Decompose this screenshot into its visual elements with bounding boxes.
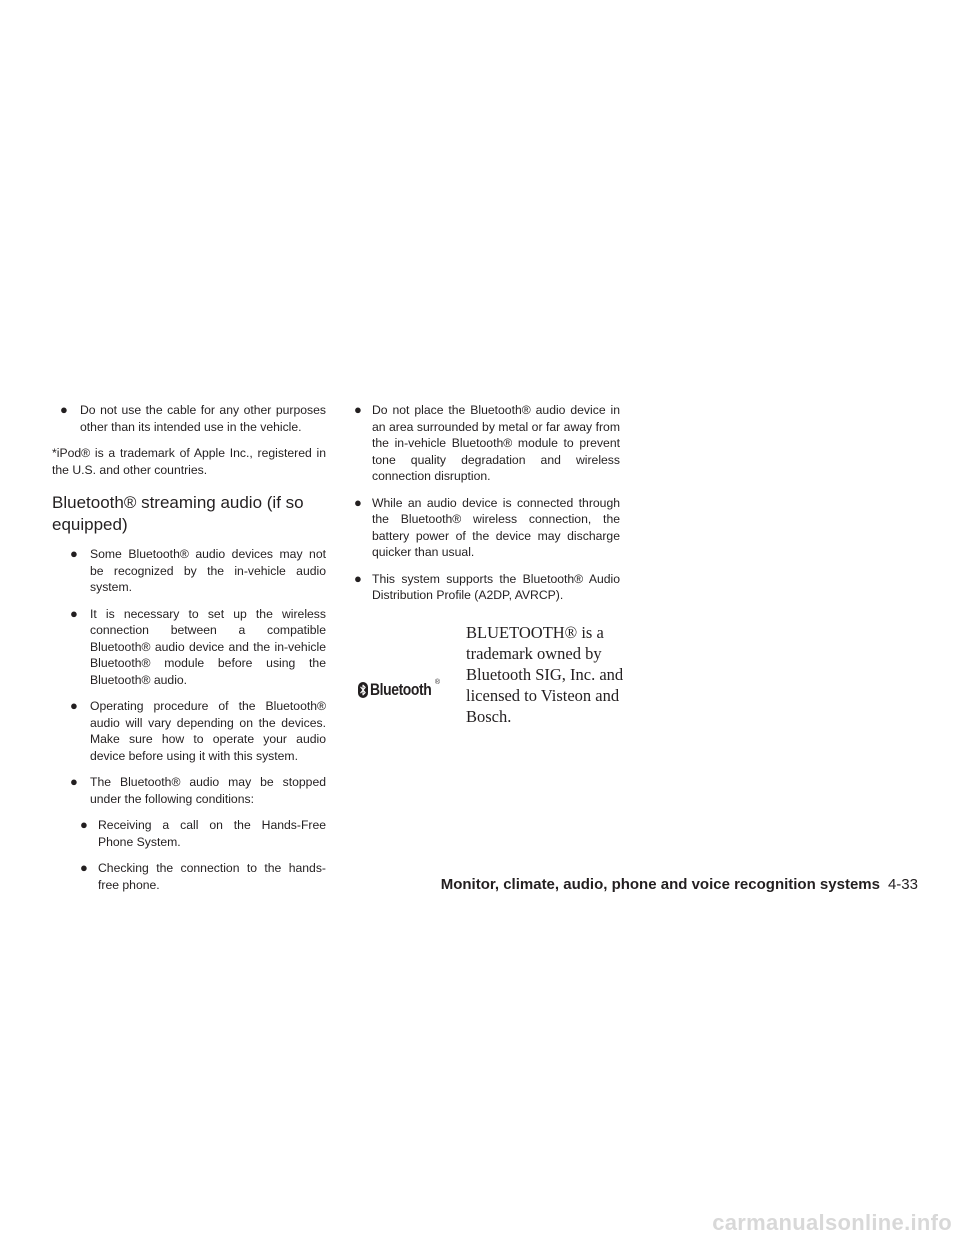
list-item <box>52 698 326 764</box>
list-item <box>354 571 620 604</box>
bluetooth-trademark-block <box>354 622 624 752</box>
registered-mark: ® <box>434 679 440 686</box>
bullet-icon: ● <box>60 402 68 417</box>
list-item <box>354 495 620 561</box>
bullet-text: Do not use the cable for any other purposes other than its intended use in the vehicle. <box>80 403 326 434</box>
bullet-text: While an audio device is connected through the Bluetooth® wireless connection, the battery power of the device may discharge quicker than usual. <box>372 495 620 559</box>
list-item <box>52 546 326 596</box>
bullet-icon: ● <box>80 860 88 875</box>
sub-list-item <box>52 817 326 850</box>
bluetooth-trademark-text: BLUETOOTH® is a trademark owned by Bluetooth SIG, Inc. and licensed to Visteon and Bosch. <box>466 622 624 726</box>
list-item <box>354 402 620 485</box>
bullet-icon: ● <box>80 817 88 832</box>
bullet-icon: ● <box>70 698 78 713</box>
section-heading: Bluetooth® streaming audio (if so equipped) <box>52 493 304 534</box>
bullet-icon: ● <box>354 570 362 586</box>
bluetooth-icon <box>358 682 368 698</box>
footer-section-title: Monitor, climate, audio, phone and voice recognition systems <box>440 876 880 893</box>
watermark: carmanualsonline.info <box>712 1210 952 1235</box>
bullet-text: This system supports the Bluetooth® Audio Distribution Profile (A2DP, AVRCP). <box>372 571 620 602</box>
bluetooth-logo <box>358 680 440 700</box>
bullet-icon: ● <box>70 774 78 789</box>
bullet-icon: ● <box>354 494 362 510</box>
sub-list-item <box>52 860 326 893</box>
bullet-icon: ● <box>354 402 362 417</box>
list-item <box>52 606 326 689</box>
ipod-trademark-note: *iPod® is a trademark of Apple Inc., registered in the U.S. and other countries. <box>52 446 326 477</box>
left-column <box>52 402 326 903</box>
page-number: 4-33 <box>887 876 918 893</box>
bullet-text: The Bluetooth® audio may be stopped under the following conditions: <box>90 775 326 806</box>
bullet-icon: ● <box>70 605 78 621</box>
bullet-text: Checking the connection to the hands-free phone. <box>98 861 326 892</box>
list-item <box>52 402 326 435</box>
right-column <box>354 402 624 752</box>
bullet-text: It is necessary to set up the wireless connection between a compatible Bluetooth® audio device and the in-vehicle Bluetooth® module before using the Bluetooth® audio. <box>90 606 326 687</box>
bullet-icon: ● <box>70 546 78 561</box>
list-item <box>52 774 326 807</box>
bluetooth-wordmark: Bluetooth <box>370 679 432 699</box>
bullet-text: Some Bluetooth® audio devices may not be recognized by the in-vehicle audio system. <box>90 547 326 594</box>
page-footer <box>441 876 918 894</box>
bullet-text: Receiving a call on the Hands-Free Phone System. <box>98 818 326 849</box>
bullet-text: Operating procedure of the Bluetooth® audio will vary depending on the devices. Make sure how to operate your audio device before using it with this system. <box>90 699 326 763</box>
bullet-text: Do not place the Bluetooth® audio device in an area surrounded by metal or far away from the in-vehicle Bluetooth® module to prevent tone quality degradation and wireless connection disruption. <box>372 403 620 483</box>
